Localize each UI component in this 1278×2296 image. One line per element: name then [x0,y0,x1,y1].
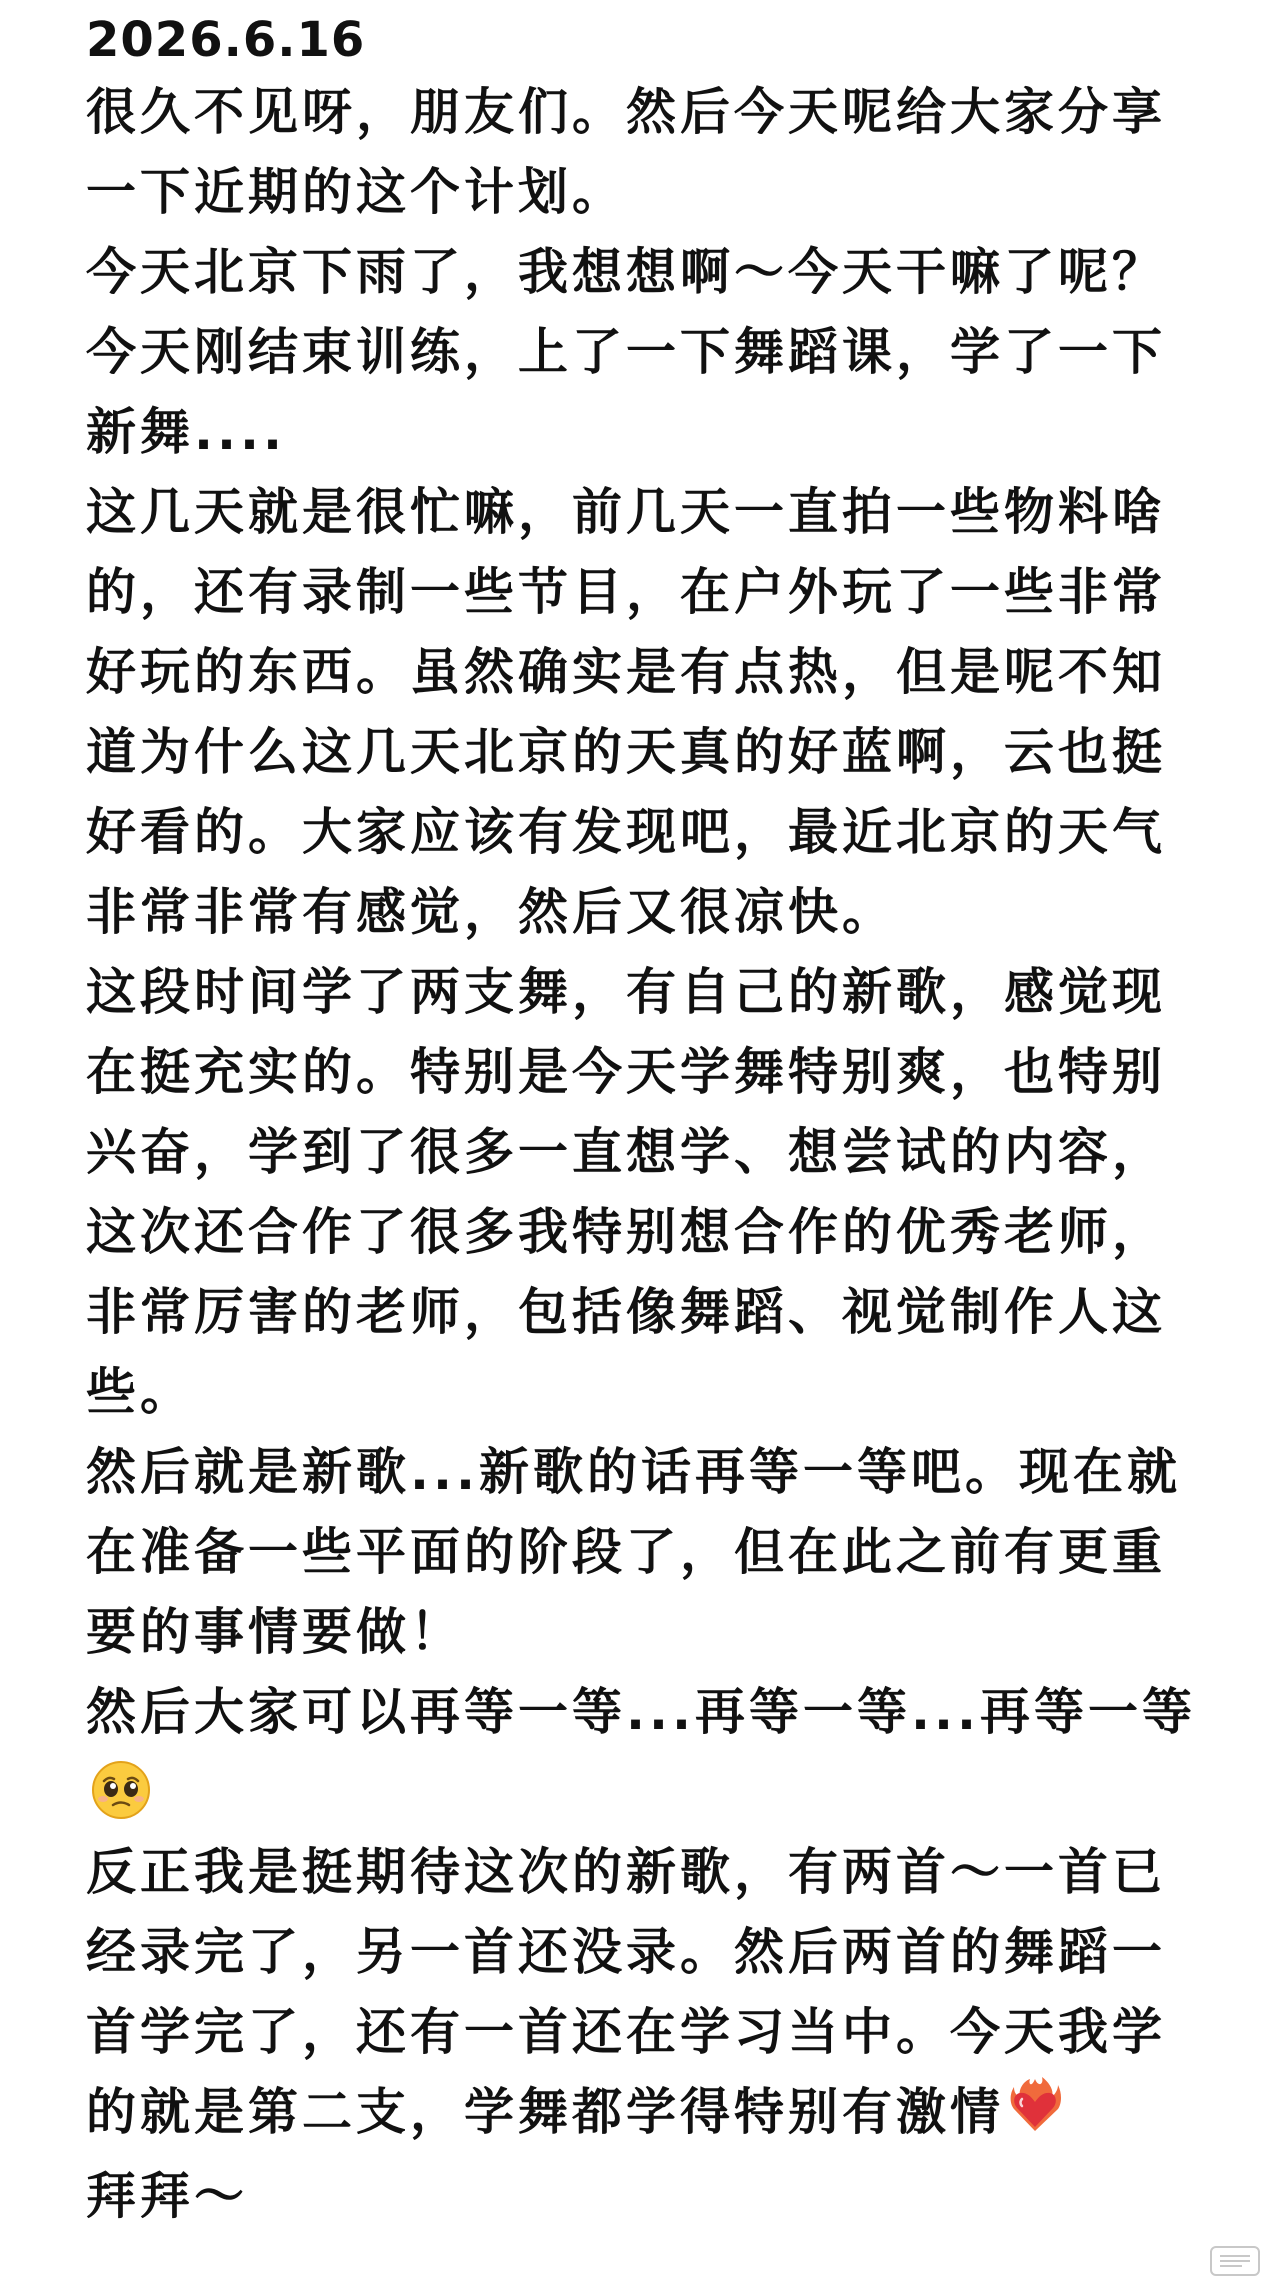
paragraph-weather: 今天北京下雨了，我想想啊～今天干嘛了呢？ [86,243,1166,301]
heart-on-fire-icon [1008,2075,1062,2156]
paragraph-busy: 这几天就是很忙嘛，前几天一直拍一些物料啥的，还有录制一些节目，在户外玩了一些非常好玩的东西。虽然确实是有点热，但是呢不知道为什么这几天北京的天真的好蓝啊，云也挺好看的。大家应该有发现吧，最近北京的天气非常非常有感觉，然后又很凉快。 [86,483,1166,941]
paragraph-dances: 这段时间学了两支舞，有自己的新歌，感觉现在挺充实的。特别是今天学舞特别爽，也特别兴奋，学到了很多一直想学、想尝试的内容，这次还合作了很多我特别想合作的优秀老师，非常厉害的老师，包括像舞蹈、视觉制作人这些。 [86,963,1166,1421]
emoji-line [86,1752,1196,1832]
paragraph-new-song: 然后就是新歌...新歌的话再等一等吧。现在就在准备一些平面的阶段了，但在此之前有更重要的事情要做！ [86,1443,1181,1661]
post-content [86,0,1196,2236]
paragraph-goodbye: 拜拜～ [86,2167,248,2225]
paragraph-training: 今天刚结束训练，上了一下舞蹈课，学了一下新舞.... [86,323,1166,461]
post-date: 2026.6.16 [86,12,366,68]
pleading-face-icon [90,1759,152,1825]
paragraph-wait: 然后大家可以再等一等...再等一等...再等一等 [86,1683,1196,1741]
paragraph-greeting: 很久不见呀，朋友们。然后今天呢给大家分享一下近期的这个计划。 [86,83,1166,221]
weibo-watermark-icon [1210,2246,1260,2276]
paragraph-excited-text: 反正我是挺期待这次的新歌，有两首～一首已经录完了，另一首还没录。然后两首的舞蹈一首学完了，还有一首还在学习当中。今天我学的就是第二支，学舞都学得特别有激情 [86,1843,1166,2141]
paragraph-excited [86,1832,1196,2156]
